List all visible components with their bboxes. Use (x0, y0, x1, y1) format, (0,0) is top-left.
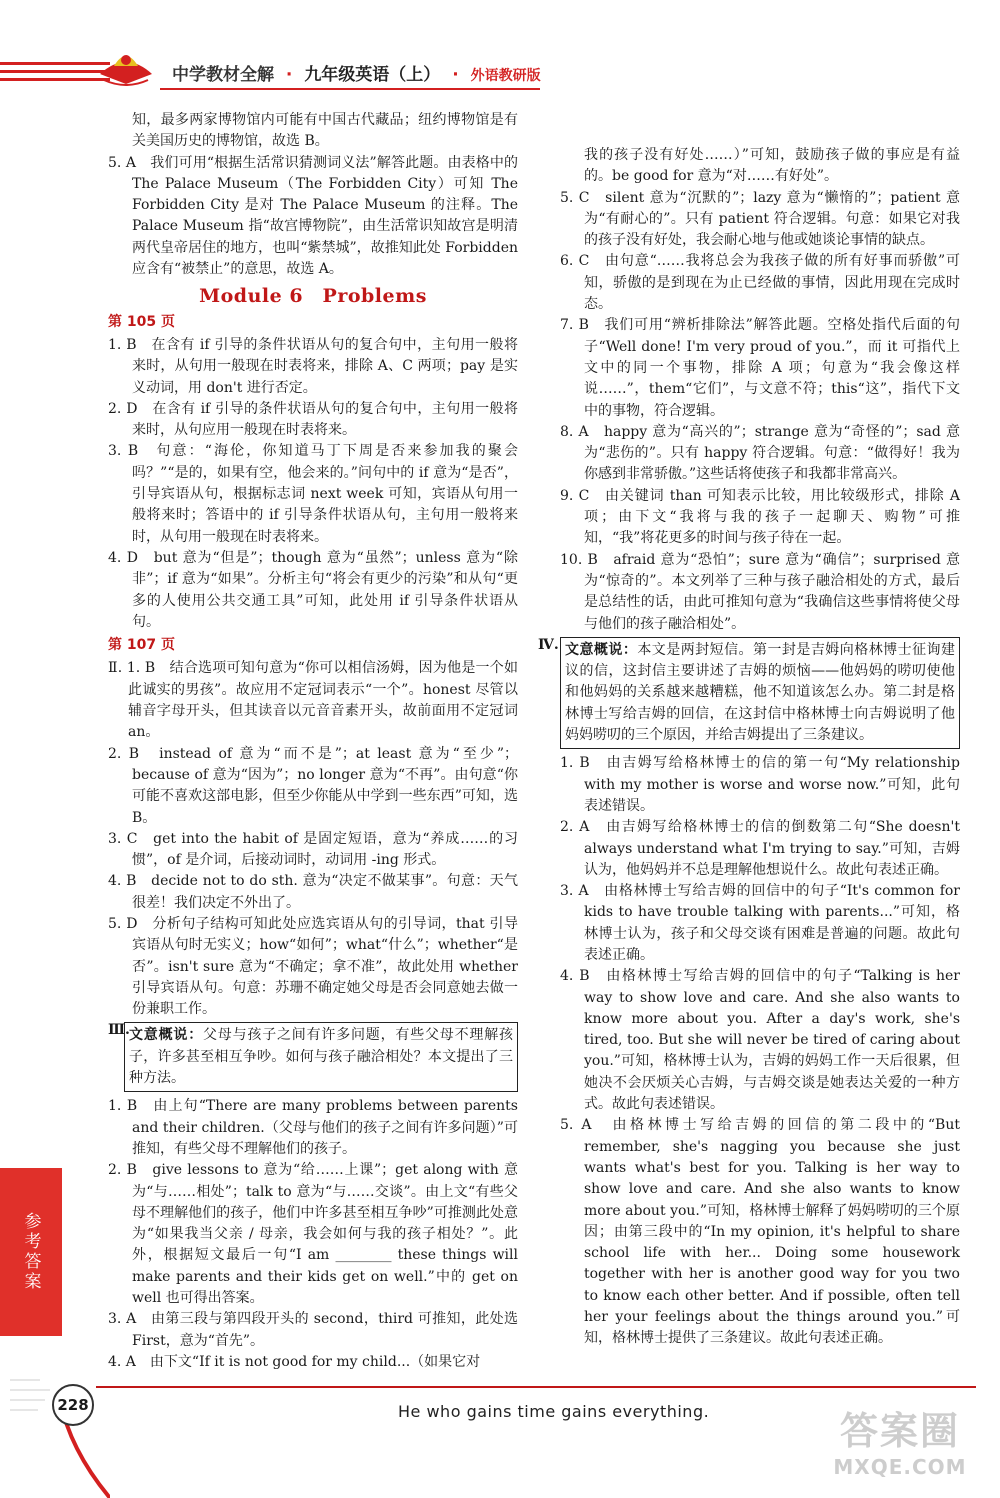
answer-item: 3. B 句意：“海伦，你知道马丁下周是否来参加我的聚会吗？”“是的，如果有空，他会来的。”问句中的 if 意为“是否”，引导宾语从句，根据标志词 next week 可知，宾语从句用一般将来时；答语中的 if 引导条件状语从句，主句用一般将来时，从句用一般现在时表将来。 (108, 443, 518, 545)
watermark-small: MXQE.COM (833, 1455, 967, 1479)
answer-item: 3. C get into the habit of 是固定短语，意为“养成……的习惯”，of 是介词，后接动词时，动词用 -ing 形式。 (108, 830, 518, 869)
section-roman: Ⅲ. (108, 1022, 130, 1039)
answer-item: 1. B 由吉姆写给格林博士的信的第一句“My relationship with my mother is worse and worse now.”可知，此句表述错误。 (560, 755, 960, 814)
right-column (538, 145, 960, 1350)
answer-item: 3. A 由第三段与第四段开头的 second，third 可推知，此处选 First，意为“首先”。 (108, 1311, 518, 1349)
answer-item: 我的孩子没有好处……）”可知，鼓励孩子做的事应是有益的。be good for 意为“对……有好处”。 (584, 147, 960, 185)
page-header (0, 40, 1000, 110)
answer-item: 3. A 由格林博士写给吉姆的回信中的句子“It's common for kids to have trouble talking with parents...”可知，格林博士认为，孩子和父母交谈有困难是普遍的问题。故此句表述正确。 (560, 883, 960, 963)
summary-text: 父母与孩子之间有许多问题，有些父母不理解孩子，许多甚至相互争吵。如何与孩子融洽相处？本文提出了三种方法。 (129, 1027, 513, 1087)
page-number: 228 (52, 1384, 94, 1426)
answer-item: 1. B 在含有 if 引导的条件状语从句的复合句中，主句用一般将来时，从句用一般现在时表将来，排除 A、C 两项；pay 是实义动词，用 don't 进行否定。 (108, 336, 518, 396)
answer-item: 5. C silent 意为“沉默的”；lazy 意为“懒惰的”；patient 意为“有耐心的”。只有 patient 符合逻辑。句意：如果它对我的孩子没有好处，我会耐心地与他或她谈论事情的缺点。 (560, 189, 960, 249)
header-decor-lines (0, 62, 110, 86)
answer-item: 7. B 我们可用“辨析排除法”解答此题。空格处指代后面的句子“Well done! I'm very proud of you.”，而 it 可指代上文中的同一个事物，排除 A 项；句意为“我会像这样说……”，them“它们”，与文意不符；this“这”，指代下文中的事物，符合逻辑。 (560, 317, 960, 419)
answer-item: 1. B 由上句“There are many problems between parents and their children.（父母与他们的孩子之间有许多问题）”可推知，有些父母不理解他们的孩子。 (108, 1098, 518, 1157)
answer-item: 2. A 由吉姆写给格林博士的信的倒数第二句“She doesn't always understand what I'm trying to say.”可知，吉姆认为，他妈妈并不总是理解他想说什么。故此句表述正确。 (560, 819, 960, 878)
answer-item: 4. B 由格林博士写给吉姆的回信中的句子“Talking is her way to show love and care. And she also wants to know more about you. After a day's work, she's tired, too. But she will never be tired of caring about you.”可知，格林博士认为，吉姆的妈妈工作一天后很累，但她决不会厌烦关心吉姆，与吉姆交谈是她表达关爱的一种方式。故此句表述错误。 (560, 968, 960, 1113)
series-name: 中学教材全解 (172, 65, 274, 85)
edition-name: 外语教研版 (470, 68, 541, 84)
answer-item: 6. C 由句意“……我将总会为我孩子做的所有好事而骄傲”可知，骄傲的是到现在为止已经做的事情，因此用现在完成时态。 (560, 253, 960, 313)
subject-name: 九年级英语（上） (304, 65, 441, 85)
footer-rule (96, 1386, 976, 1388)
corner-decoration (0, 1360, 110, 1498)
watermark-big: 答案圈 (839, 1409, 960, 1453)
section-roman: Ⅳ. (538, 636, 559, 653)
summary-box (560, 637, 960, 749)
page-heading-107: 第 107 页 (108, 637, 175, 654)
answer-item: 知，最多两家博物馆内可能有中国古代藏品；纽约博物馆是有关美国历史的博物馆，故选 B。 (132, 112, 518, 150)
footer-motto: He who gains time gains everything. (398, 1402, 710, 1421)
side-tab-label: 参考答案 (20, 1212, 41, 1292)
answers-side-tab (0, 1168, 62, 1336)
module-title: Module 6 Problems (199, 285, 427, 308)
answer-item: 8. A happy 意为“高兴的”；strange 意为“奇怪的”；sad 意为“悲伤的”。只有 happy 符合逻辑。句意：“做得好！我为你感到非常骄傲。”这些话将使孩子和我都非常高兴。 (560, 423, 960, 483)
header-rule (160, 88, 540, 90)
summary-text: 本文是两封短信。第一封是吉姆向格林博士征询建议的信，这封信主要讲述了吉姆的烦恼——他妈妈的唠叨使他和他妈妈的关系越来越糟糕，他不知道该怎么办。第二封是格林博士写给吉姆的回信，在这封信中格林博士向吉姆说明了他妈妈唠叨的三个原因，并给吉姆提出了三条建议。 (565, 641, 956, 744)
summary-section-3 (108, 1020, 518, 1096)
page-heading-105: 第 105 页 (108, 313, 175, 330)
summary-label: 文意概说： (129, 1027, 203, 1044)
answer-item: 5. A 由格林博士写给吉姆的回信的第二段中的“But remember, she's nagging you because she just wants what's best for you. Talking is her way to show love and care. And she also wants to know more about you.”可知，格林博士解释了妈妈唠叨的三个原因；由第三段中的“In my opinion, it's helpful to share school life with her... Doing some housework together with her is another good way for you two to know each other better. And if possible, often tell her your feelings about the things around you.”可知，格林博士提供了三条建议。故此句表述正确。 (560, 1117, 960, 1347)
answer-item: 10. B afraid 意为“恐怕”；sure 意为“确信”；surprised 意为“惊奇的”。本文列举了三种与孩子融洽相处的方式，最后是总结性的话，由此可推知句意为“我确信这些事情将使父母与他们的孩子融洽相处”。 (560, 551, 960, 632)
summary-section-4 (538, 635, 960, 753)
answer-item: 4. D but 意为“但是”；though 意为“虽然”；unless 意为“除非”；if 意为“如果”。分析主句“将会有更少的污染”和从句“更多的人使用公共交通工具”可知，此处用 if 引导条件状语从句。 (108, 549, 518, 630)
answer-item: 4. B decide not to do sth. 意为“决定不做某事”。句意：天气很差！我们决定不外出了。 (108, 873, 518, 911)
answer-item: 2. B instead of 意为“而不是”；at least 意为“至少”；because of 意为“因为”；no longer 意为“不再”。由句意“你可能不喜欢这部电影，但至少你能从中学到一些东西”可知，选 B。 (108, 745, 518, 826)
answer-item: 5. D 分析句子结构可知此处应选宾语从句的引导词，that 引导宾语从句时无实义；how“如何”；what“什么”；whether“是否”。isn't sure 意为“不确定；拿不准”，故此处用 whether 引导宾语从句。句意：苏珊不确定她父母是否会同意她去做一份兼职工作。 (108, 915, 518, 1018)
answer-item: 5. A 我们可用“根据生活常识猜测词义法”解答此题。由表格中的 The Palace Museum（The Forbidden City）可知 The Forbidden City 是对 The Palace Museum 的注释。The Palace Museum 指“故宫博物院”，由生活常识知故宫是明清两代皇帝居住的地方，也叫“紫禁城”，故推知此处 Forbidden 应含有“被禁止”的意思，故选 A。 (108, 154, 518, 278)
answer-item: 2. D 在含有 if 引导的条件状语从句的复合句中，主句用一般将来时，从句应用一般现在时表将来。 (108, 400, 518, 439)
answer-item: Ⅱ. 1. B 结合选项可知句意为“你可以相信汤姆，因为他是一个如此诚实的男孩”。故应用不定冠词表示“一个”。honest 尽管以辅音字母开头，但其读音以元音音素开头，故前面用不定冠词 an。 (108, 660, 518, 741)
answer-item: 2. B give lessons to 意为“给……上课”；get along with 意为“与……相处”；talk to 意为“与……交谈”。由上文“有些父母不理解他们的孩子，他们中许多甚至相互争吵”可推测此处意为“如果我当父亲 / 母亲，我会如何与我的孩子相处？”。此外，根据短文最后一句“I am ________ these things will make parents and their kids get on well.”中的 get on well 也可得出答案。 (108, 1162, 518, 1307)
summary-label: 文意概说： (565, 641, 638, 658)
answer-item: 4. A 由下文“If it is not good for my child...（如果它对 (108, 1353, 481, 1370)
summary-box (124, 1022, 518, 1092)
header-title: 中学教材全解 · 九年级英语（上） · 外语教研版 (172, 65, 541, 85)
site-watermark (815, 1400, 985, 1490)
book-logo-icon (96, 44, 156, 90)
left-column (108, 110, 518, 1373)
answer-item: 9. C 由关键词 than 可知表示比较，用比较级形式，排除 A 项；由下文“我将与我的孩子一起聊天、购物”可推知，“我”将花更多的时间与孩子待在一起。 (560, 487, 960, 547)
